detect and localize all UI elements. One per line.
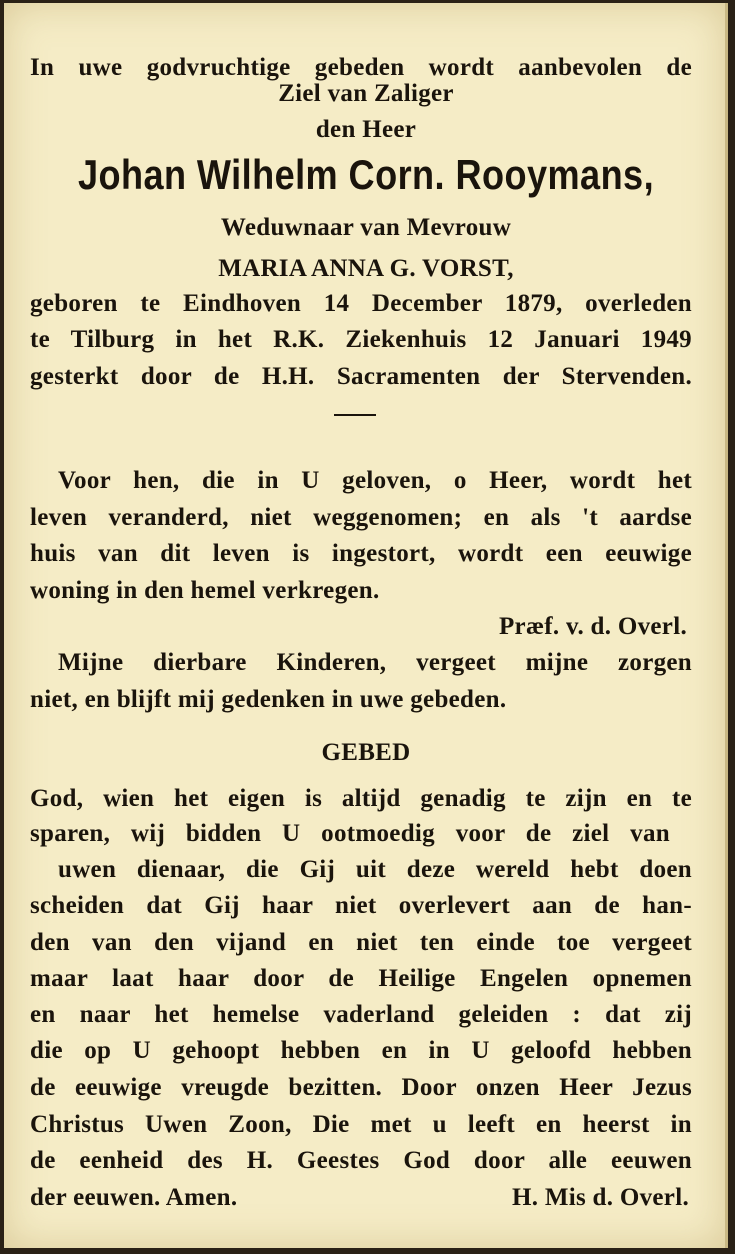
widower-line: Weduwnaar van Mevrouw [220, 214, 512, 241]
bio-line-1: geboren te Eindhoven 14 December 1879, overleden [30, 290, 692, 317]
prayer-line-2: sparen, wij bidden U ootmoedig voor de ziel van [30, 820, 670, 847]
quote-line-2: leven veranderd, niet weggenomen; en als 't aardse [30, 504, 692, 531]
divider-rule [334, 414, 376, 416]
bio-line-2: te Tilburg in het R.K. Ziekenhuis 12 Januari 1949 [30, 326, 692, 353]
children-line-2: niet, en blijft mij gedenken in uwe gebeden. [30, 686, 507, 713]
prayer-line-9: de eeuwige vreugde bezitten. Door onzen Heer Jezus [30, 1074, 692, 1101]
prayer-line-12: der eeuwen. Amen. [30, 1184, 238, 1211]
intro-line-3: den Heer [315, 116, 417, 143]
bio-line-3: gesterkt door de H.H. Sacramenten der Stervenden. [30, 363, 692, 390]
quote-source: Præf. v. d. Overl. [498, 613, 687, 640]
prayer-source: H. Mis d. Overl. [511, 1184, 689, 1211]
prayer-title: GEBED [321, 739, 411, 766]
quote-line-3: huis van dit leven is ingestort, wordt een eeuwige [30, 540, 692, 567]
prayer-line-1: God, wien het eigen is altijd genadig te zijn en te [30, 785, 692, 812]
memorial-card [4, 3, 728, 1248]
prayer-line-7: en naar het hemelse vaderland geleiden : dat zij [30, 1001, 692, 1028]
intro-line-2: Ziel van Zaliger [278, 80, 454, 107]
children-line-1: Mijne dierbare Kinderen, vergeet mijne zorgen [58, 649, 692, 676]
prayer-line-6: maar laat haar door de Heilige Engelen opnemen [30, 965, 692, 992]
prayer-line-3: uwen dienaar, die Gij uit deze wereld hebt doen [58, 856, 692, 883]
prayer-line-5: den van den vijand en niet ten einde toe vergeet [30, 929, 692, 956]
wife-name: MARIA ANNA G. VORST, [218, 255, 514, 282]
prayer-line-4: scheiden dat Gij haar niet overlevert aan de han- [30, 892, 692, 919]
prayer-line-10: Christus Uwen Zoon, Die met u leeft en heerst in [30, 1111, 692, 1138]
intro-line-1: In uwe godvruchtige gebeden wordt aanbevolen de [30, 54, 692, 81]
quote-line-4: woning in den hemel verkregen. [30, 577, 380, 604]
quote-line-1: Voor hen, die in U geloven, o Heer, wordt het [58, 467, 692, 494]
prayer-line-8: die op U gehoopt hebben en in U geloofd hebben [30, 1037, 692, 1064]
deceased-name: Johan Wilhelm Corn. Rooymans, [77, 151, 655, 198]
prayer-line-11: de eenheid des H. Geestes God door alle eeuwen [30, 1147, 692, 1174]
